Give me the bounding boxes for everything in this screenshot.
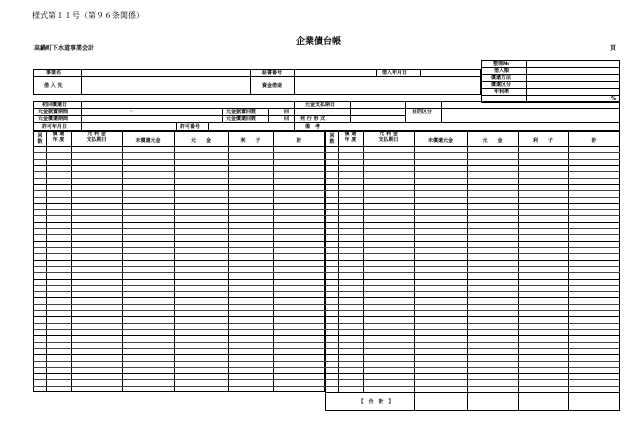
- total-label: 【 合 計 】: [358, 399, 394, 405]
- ledger-row-separator: [325, 222, 620, 223]
- ledger-row-rule: [33, 379, 325, 380]
- page-label: 頁: [610, 45, 617, 52]
- mokuteki-kubun-label: 目的区分: [412, 109, 433, 115]
- ledger-row-rule: [325, 247, 620, 248]
- ledger-row-separator: [33, 165, 325, 166]
- col-kaisu-r-line2: 数: [329, 139, 335, 145]
- ledger-row-rule: [325, 329, 620, 330]
- ledger-row-rule: [33, 159, 325, 160]
- ledger-row-separator: [33, 203, 325, 204]
- col-kei-r: 計: [591, 138, 597, 144]
- ledger-row-separator: [325, 165, 620, 166]
- ledger-row-rule: [325, 159, 620, 160]
- ledger-row-rule: [33, 329, 325, 330]
- shikin-unyo-label: 資金借途: [262, 83, 283, 89]
- ledger-row-separator: [325, 279, 620, 280]
- ledger-row-rule: [33, 234, 325, 235]
- col-kijitsu-line1: 元 利 金: [87, 131, 106, 137]
- ganri-sueoki-kaisu-label: 元金据置回数: [226, 109, 257, 115]
- ledger-row-rule: [33, 386, 325, 387]
- ledger-row-rule: [325, 342, 620, 343]
- ledger-row-rule: [33, 190, 325, 191]
- ledger-row-separator: [33, 241, 325, 242]
- col-nendo-line1: 償 還: [52, 131, 65, 137]
- ledger-row-rule: [33, 215, 325, 216]
- kai-label-1: 回: [284, 109, 290, 115]
- ledger-row-separator: [33, 316, 325, 317]
- ganri-sueoki-kikan-label: 元金据置期間: [38, 109, 69, 115]
- ledger-row-separator: [325, 203, 620, 204]
- ledger-row-separator: [33, 260, 325, 261]
- ledger-row-separator: [33, 354, 325, 355]
- shokan-hoho-label: 償還方法: [491, 75, 512, 81]
- percent-label: %: [611, 96, 617, 102]
- ledger-row-rule: [33, 247, 325, 248]
- col-mishokan: 未償還元金: [135, 138, 161, 144]
- kariire-gaku-label: 借入額: [494, 68, 510, 74]
- ledger-row-rule: [33, 304, 325, 305]
- ledger-row-rule: [33, 266, 325, 267]
- ledger-row-rule: [33, 228, 325, 229]
- ledger-row-separator: [33, 373, 325, 374]
- col-nendo-line2: 年 度: [52, 137, 65, 143]
- ledger-row-separator: [325, 316, 620, 317]
- kariire-nengappi-label: 借入年月日: [382, 70, 408, 76]
- col-rishi: 利 子: [240, 138, 261, 144]
- ledger-row-rule: [325, 291, 620, 292]
- ledger-row-rule: [325, 304, 620, 305]
- col-kijitsu-r-line2: 支払期日: [378, 137, 399, 143]
- ledger-row-rule: [33, 152, 325, 153]
- jigyo-mei-label: 事業名: [46, 70, 62, 76]
- col-ganri-r: 元 金: [482, 138, 503, 144]
- ledger-row-rule: [325, 234, 620, 235]
- form-number: 様式第１１号（第９６条関係）: [32, 11, 144, 20]
- col-mishokan-r: 未償還元金: [427, 138, 453, 144]
- col-rishi-r: 利 子: [532, 138, 553, 144]
- ledger-row-rule: [33, 171, 325, 172]
- kariire-saki-label: 借 入 先: [44, 83, 63, 89]
- ledger-row-rule: [325, 348, 620, 349]
- col-kaisu-line2: 数: [37, 139, 43, 145]
- ledger-row-rule: [325, 152, 620, 153]
- ledger-row-rule: [325, 367, 620, 368]
- shokan-kubun-label: 償還区分: [491, 82, 512, 88]
- ledger-row-separator: [325, 241, 620, 242]
- ledger-row-rule: [33, 178, 325, 179]
- col-kaisu-line1: 回: [37, 133, 43, 139]
- kyoka-nengappi-label: 許可年月日: [42, 124, 68, 130]
- ledger-row-rule: [33, 342, 325, 343]
- ledger-row-separator: [33, 279, 325, 280]
- ledger-row-rule: [325, 215, 620, 216]
- kyoka-bango-label: 許可番号: [180, 124, 201, 130]
- ledger-row-separator: [325, 184, 620, 185]
- tilde-mark: ～: [129, 109, 135, 115]
- ledger-row-rule: [325, 323, 620, 324]
- ledger-row-separator: [325, 297, 620, 298]
- ledger-row-rule: [33, 361, 325, 362]
- col-ganri: 元 金: [190, 138, 211, 144]
- ledger-row-rule: [33, 272, 325, 273]
- col-nendo-r-line2: 年 度: [344, 137, 357, 143]
- col-nendo-r-line1: 償 還: [344, 131, 357, 137]
- ledger-row-rule: [325, 178, 620, 179]
- ledger-row-separator: [325, 335, 620, 336]
- ledger-row-separator: [33, 335, 325, 336]
- ledger-row-rule: [325, 190, 620, 191]
- col-kijitsu-r-line1: 元 利 金: [379, 131, 398, 137]
- ledger-row-rule: [325, 379, 620, 380]
- col-kijitsu-line2: 支払期日: [86, 137, 107, 143]
- page-title: 企業債台帳: [296, 37, 342, 47]
- ledger-row-rule: [325, 209, 620, 210]
- ledger-row-rule: [33, 310, 325, 311]
- ledger-row-separator: [33, 222, 325, 223]
- ledger-row-rule: [33, 323, 325, 324]
- seiri-no-label: 整理№: [493, 61, 510, 67]
- ledger-row-rule: [33, 291, 325, 292]
- ledger-row-rule: [33, 348, 325, 349]
- biko-label: 備 考: [305, 124, 321, 130]
- shokai-shokanbi-label: 初回償還日: [42, 102, 68, 108]
- ledger-row-separator: [33, 297, 325, 298]
- kai-label-2: 回: [284, 116, 290, 122]
- ledger-row-rule: [325, 386, 620, 387]
- ledger-row-rule: [325, 197, 620, 198]
- col-kaisu-r-line1: 回: [329, 133, 335, 139]
- ledger-row-rule: [325, 272, 620, 273]
- hakko-keishiki-label: 発 行 形 式: [300, 116, 326, 122]
- nen-riritsu-label: 年利率: [494, 89, 510, 95]
- ledger-row-rule: [325, 228, 620, 229]
- ledger-row-rule: [325, 310, 620, 311]
- ledger-row-rule: [33, 197, 325, 198]
- ledger-row-rule: [325, 171, 620, 172]
- ledger-row-rule: [33, 367, 325, 368]
- ledger-row-rule: [33, 253, 325, 254]
- shosho-bango-label: 証書番号: [262, 70, 283, 76]
- ledger-row-rule: [33, 285, 325, 286]
- ledger-row-separator: [325, 354, 620, 355]
- ledger-row-rule: [325, 285, 620, 286]
- ledger-row-separator: [33, 184, 325, 185]
- ledger-row-separator: [325, 260, 620, 261]
- ganri-shiharaibi-label: 元金支払期日: [305, 102, 336, 108]
- ganri-shokan-kaisu-label: 元金償還回数: [226, 116, 257, 122]
- ledger-row-separator: [325, 373, 620, 374]
- organization-name: 高鍋町下水道事業会計: [34, 45, 95, 52]
- ledger-row-rule: [325, 253, 620, 254]
- col-kei: 計: [296, 138, 302, 144]
- ledger-row-rule: [33, 209, 325, 210]
- ledger-row-rule: [325, 266, 620, 267]
- ganri-shokan-kikan-label: 元金償還期間: [38, 116, 69, 122]
- ledger-row-rule: [325, 361, 620, 362]
